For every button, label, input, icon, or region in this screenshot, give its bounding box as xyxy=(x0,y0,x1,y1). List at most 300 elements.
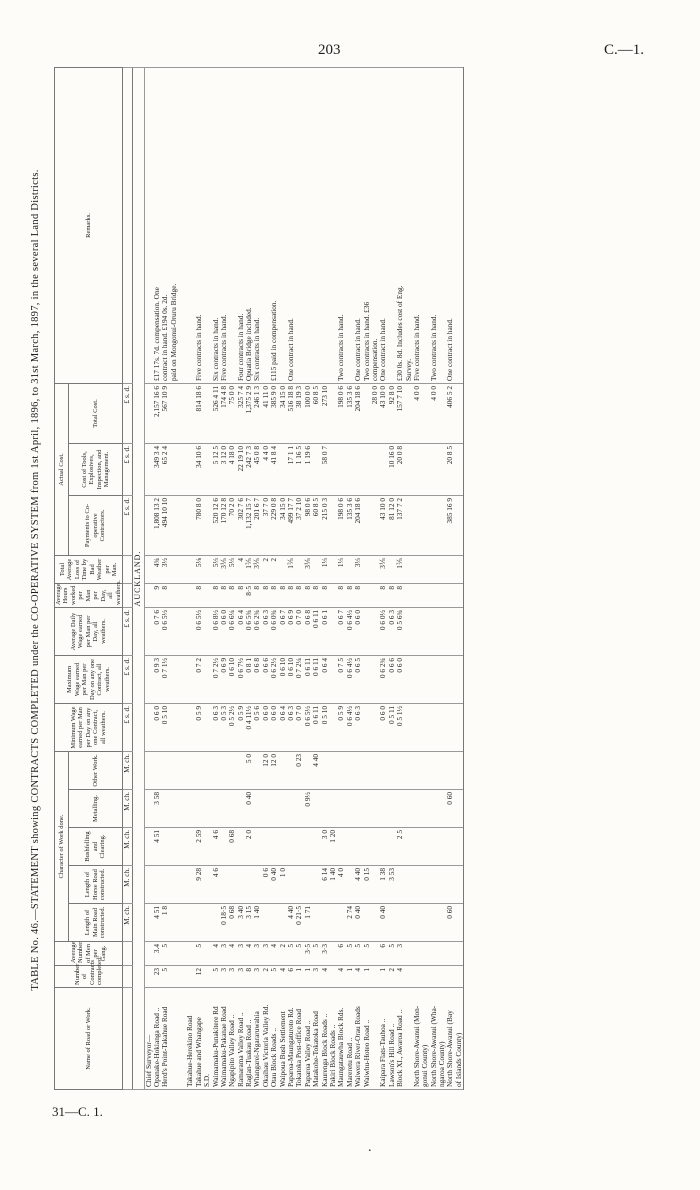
cell-metal: 0 60 xyxy=(446,790,454,828)
cell-other xyxy=(321,752,329,790)
cell-name: Ramarama Valley Road .. xyxy=(237,988,245,1090)
cell-num: 2 xyxy=(388,966,396,988)
cell-num: 3 xyxy=(220,966,228,988)
cell-tools xyxy=(363,444,371,496)
unit-remarks xyxy=(123,68,132,384)
cell-min: 0 5 10 xyxy=(161,704,169,752)
cell-tools: 5 12 5 xyxy=(212,444,220,496)
cell-men: 5 xyxy=(346,942,354,966)
cell-other xyxy=(178,752,186,790)
cell-bush: 3 0 xyxy=(321,828,329,866)
cell-other xyxy=(455,752,464,790)
cell-num: 3 xyxy=(253,966,261,988)
cell-bush xyxy=(253,828,261,866)
cell-min: 0 6 0 xyxy=(262,704,270,752)
cell-metal xyxy=(212,790,220,828)
cell-min: 0 6 4 xyxy=(279,704,287,752)
cell-total: 526 4 11 xyxy=(212,384,220,444)
cell-horse: 9 28 xyxy=(195,866,203,904)
cell-metal xyxy=(195,790,203,828)
unit-tools: £ s. d. xyxy=(123,444,132,496)
cell-bush xyxy=(405,828,413,866)
cell-pay: 81 12 0 xyxy=(388,496,396,556)
cell-hrs: 8 xyxy=(228,584,236,608)
cell-num: 3 xyxy=(228,966,236,988)
cell-rem xyxy=(304,68,312,384)
cell-name: Block XI., Awaroa Road .. xyxy=(396,988,404,1090)
cell-metal xyxy=(396,790,404,828)
cell-men: 3 xyxy=(237,942,245,966)
cell-metal xyxy=(312,790,320,828)
cell-pay: 43 10 0 xyxy=(379,496,387,556)
cell-max xyxy=(413,656,421,704)
cell-other xyxy=(337,752,345,790)
cell-horse: 1 38 xyxy=(379,866,387,904)
cell-name: Waimamaku-Pakanae Road xyxy=(220,988,228,1090)
cell-metal xyxy=(170,790,178,828)
cell-horse xyxy=(161,866,169,904)
cell-lost: 1⅖ xyxy=(396,556,404,584)
cell-max: 0 6 6 xyxy=(388,656,396,704)
cell-pay: 215 0 3 xyxy=(321,496,329,556)
cell-hrs xyxy=(413,584,421,608)
cell-avg: 0 6 0 xyxy=(354,608,362,656)
cell-hrs xyxy=(363,584,371,608)
cell-rem: Five contracts in hand. xyxy=(195,68,203,384)
cell-hrs: 8 xyxy=(195,584,203,608)
table-row xyxy=(446,68,454,1090)
cell-name: Opanake-Hokianga Road .. xyxy=(153,988,161,1090)
cell-hrs: 8·5 xyxy=(245,584,253,608)
cell-other xyxy=(195,752,203,790)
cell-max: 0 6 5 xyxy=(354,656,362,704)
cell-avg xyxy=(421,608,429,656)
cell-men: 3 xyxy=(253,942,261,966)
cell-lost: 1⅖ xyxy=(287,556,295,584)
cell-pay xyxy=(430,496,438,556)
cell-rem: £115 paid in compensation. xyxy=(270,68,278,384)
table-row xyxy=(363,68,371,1090)
table-row xyxy=(329,68,337,1090)
cell-total: 198 0 6 xyxy=(337,384,345,444)
cell-horse xyxy=(405,866,413,904)
cell-main: 0 68 xyxy=(228,904,236,942)
cell-avg xyxy=(438,608,446,656)
unit-horse: M. ch. xyxy=(123,866,132,904)
cell-avg xyxy=(405,608,413,656)
header-max-wage: Maximum Wage earned per Man per Day on any one Contract, all weathers. xyxy=(55,656,123,704)
cell-hrs: 8 xyxy=(304,584,312,608)
cell-metal xyxy=(220,790,228,828)
cell-avg xyxy=(363,608,371,656)
cell-max: 0 6 9 xyxy=(220,656,228,704)
cell-horse: 0 6 xyxy=(262,866,270,904)
cell-lost xyxy=(413,556,421,584)
cell-horse xyxy=(430,866,438,904)
cell-name: Whangarei-Ngararuwahia xyxy=(253,988,261,1090)
cell-max: 0 6 10 xyxy=(279,656,287,704)
unit-avg-wage: £ s. d. xyxy=(123,608,132,656)
cell-metal xyxy=(455,790,464,828)
cell-lost: 3⅕ xyxy=(304,556,312,584)
cell-total: 814 18 6 xyxy=(195,384,203,444)
cell-rem: Four contracts in hand. xyxy=(237,68,245,384)
unit-metal: M. ch. xyxy=(123,790,132,828)
cell-main xyxy=(413,904,421,942)
cell-metal xyxy=(363,790,371,828)
table-row xyxy=(212,68,220,1090)
cell-lost: 1⅓ xyxy=(337,556,345,584)
cell-metal: 3 58 xyxy=(153,790,161,828)
table-row xyxy=(279,68,287,1090)
cell-name: Ngapipito Valley Road .. xyxy=(228,988,236,1090)
table-row xyxy=(371,68,379,1090)
cell-pay: 37 2 10 xyxy=(295,496,303,556)
cell-metal xyxy=(421,790,429,828)
cell-main xyxy=(321,904,329,942)
cell-num: 3 xyxy=(237,966,245,988)
cell-avg: 0 6 1 xyxy=(321,608,329,656)
cell-num: 4 xyxy=(337,966,345,988)
cell-tools: 65 2 4 xyxy=(161,444,169,496)
cell-num xyxy=(421,966,429,988)
cell-pay: 520 12 6 xyxy=(212,496,220,556)
cell-name: Takahue and Whangape xyxy=(195,988,203,1090)
table-row xyxy=(304,68,312,1090)
cell-hrs: 8 xyxy=(161,584,169,608)
cell-tools: 1 19 6 xyxy=(304,444,312,496)
cell-horse xyxy=(438,866,446,904)
header-avg-wage: Average Daily Wage earned per Man per Day, all weathers. xyxy=(55,608,123,656)
cell-other xyxy=(446,752,454,790)
cell-avg xyxy=(178,608,186,656)
cell-main xyxy=(455,904,464,942)
cell-main: 3 15 xyxy=(245,904,253,942)
cell-avg: 0 6 0½ xyxy=(379,608,387,656)
header-bushfelling: Bushfelling and Clearing. xyxy=(69,828,123,866)
cell-horse: 4 40 xyxy=(354,866,362,904)
cell-name: Paparoa Valley Road .. xyxy=(304,988,312,1090)
cell-max: 0 8 1 xyxy=(245,656,253,704)
cell-max: 0 7 1½ xyxy=(161,656,169,704)
cell-pay xyxy=(413,496,421,556)
unit-other: M. ch. xyxy=(123,752,132,790)
cell-name: North Shore-Awanui (Mon- xyxy=(413,988,421,1090)
cell-max xyxy=(430,656,438,704)
cell-bush xyxy=(178,828,186,866)
cell-other xyxy=(421,752,429,790)
cell-other xyxy=(413,752,421,790)
cell-pay: 229 0 8 xyxy=(270,496,278,556)
table-row xyxy=(430,68,438,1090)
cell-pay xyxy=(178,496,186,556)
cell-main xyxy=(270,904,278,942)
cell-bush xyxy=(287,828,295,866)
cell-num: 5 xyxy=(212,966,220,988)
cell-avg: 0 6 2¾ xyxy=(253,608,261,656)
cell-men xyxy=(430,942,438,966)
cell-min xyxy=(405,704,413,752)
cell-hrs: 8 xyxy=(253,584,261,608)
cell-rem: compensation. xyxy=(371,68,379,384)
cell-max: 0 6 2¾ xyxy=(379,656,387,704)
cell-avg: 0 6 4½ xyxy=(346,608,354,656)
cell-horse: 1 40 xyxy=(329,866,337,904)
cell-name: Chief Surveyor— xyxy=(144,988,153,1090)
cell-total: 92 8 0 xyxy=(388,384,396,444)
cell-lost xyxy=(421,556,429,584)
cell-horse xyxy=(245,866,253,904)
cell-men xyxy=(438,942,446,966)
cell-horse xyxy=(228,866,236,904)
cell-min: 0 5 9 xyxy=(195,704,203,752)
table-row xyxy=(295,68,303,1090)
cell-bush xyxy=(430,828,438,866)
cell-name: Waiwhu-Hoteo Road .. xyxy=(363,988,371,1090)
cell-other xyxy=(170,752,178,790)
cell-other xyxy=(329,752,337,790)
cell-main xyxy=(396,904,404,942)
cell-hrs: 8 xyxy=(312,584,320,608)
cell-total: 385 9 0 xyxy=(270,384,278,444)
header-metalling: Metalling. xyxy=(69,790,123,828)
cell-avg: 0 6 4 xyxy=(237,608,245,656)
cell-tools xyxy=(178,444,186,496)
cell-min xyxy=(446,704,454,752)
cell-num: 5 xyxy=(161,966,169,988)
cell-men: 5 xyxy=(312,942,320,966)
cell-bush xyxy=(363,828,371,866)
cell-horse: 6 14 xyxy=(321,866,329,904)
cell-max xyxy=(438,656,446,704)
cell-main: 0 40 xyxy=(354,904,362,942)
cell-name: of Islands County) xyxy=(455,988,464,1090)
cell-total: 516 18 8 xyxy=(287,384,295,444)
cell-metal: 0 40 xyxy=(245,790,253,828)
cell-metal xyxy=(405,790,413,828)
cell-rem: Five contracts in hand. xyxy=(220,68,228,384)
cell-avg: 0 6 6¼ xyxy=(228,608,236,656)
unit-hours xyxy=(123,584,132,608)
cell-other xyxy=(279,752,287,790)
cell-metal xyxy=(203,790,211,828)
cell-pay xyxy=(363,496,371,556)
cell-tools xyxy=(371,444,379,496)
header-total-cost: Total Cost. xyxy=(69,384,123,444)
cell-tools: 41 8 4 xyxy=(270,444,278,496)
cell-horse: 4 6 xyxy=(212,866,220,904)
cell-other xyxy=(153,752,161,790)
cell-bush xyxy=(455,828,464,866)
table-row xyxy=(321,68,329,1090)
cell-horse: 3 53 xyxy=(388,866,396,904)
statement-table xyxy=(54,67,464,1090)
cell-tools: 22 19 10 xyxy=(237,444,245,496)
cell-max xyxy=(455,656,464,704)
cell-num xyxy=(455,966,464,988)
cell-min: 0 6 3 xyxy=(354,704,362,752)
cell-main: 3 40 xyxy=(237,904,245,942)
cell-main: 0 18·5 xyxy=(220,904,228,942)
header-avg-men: Average Number of Men per Gang. xyxy=(55,942,123,966)
cell-avg: 0 6 5½ xyxy=(161,608,169,656)
cell-total: 246 1 3 xyxy=(253,384,261,444)
cell-name: Maungatauwha Block Rds. xyxy=(337,988,345,1090)
cell-other xyxy=(220,752,228,790)
cell-men: 5 xyxy=(295,942,303,966)
cell-pay: 98 0 6 xyxy=(304,496,312,556)
header-min-wage: Minimum Wage earned per Man per Day on any one Contract, all weathers. xyxy=(55,704,123,752)
cell-name: Herd's Point-Takahue Road xyxy=(161,988,169,1090)
cell-men xyxy=(446,942,454,966)
cell-bush xyxy=(304,828,312,866)
cell-pay: 37 7 0 xyxy=(262,496,270,556)
cell-hrs: 8 xyxy=(262,584,270,608)
cell-rem: Opuatia Bridge included. xyxy=(245,68,253,384)
cell-tools xyxy=(337,444,345,496)
cell-min: 0 6 0 xyxy=(153,704,161,752)
cell-avg: 0 6 5½ xyxy=(195,608,203,656)
cell-metal xyxy=(279,790,287,828)
cell-max xyxy=(405,656,413,704)
table-row xyxy=(170,68,178,1090)
cell-name: North Shore-Awanui (Bay xyxy=(446,988,454,1090)
cell-total: 75 0 0 xyxy=(228,384,236,444)
cell-metal xyxy=(186,790,194,828)
cell-main xyxy=(363,904,371,942)
cell-max: 0 9 3 xyxy=(153,656,161,704)
cell-lost: 3⅕ xyxy=(253,556,261,584)
cell-other xyxy=(363,752,371,790)
cell-max xyxy=(178,656,186,704)
cell-min: 0 5 9 xyxy=(337,704,345,752)
cell-metal xyxy=(253,790,261,828)
cell-horse xyxy=(220,866,228,904)
table-row xyxy=(388,68,396,1090)
cell-men: 6 xyxy=(379,942,387,966)
cell-hrs: 8 xyxy=(237,584,245,608)
cell-min: 0 6 0 xyxy=(379,704,387,752)
cell-name: Pakiri Block Roads .. xyxy=(329,988,337,1090)
cell-rem: One contract in hand. xyxy=(287,68,295,384)
table-row xyxy=(455,68,464,1090)
cell-other xyxy=(161,752,169,790)
cell-name: Waimamaku-Punakitere Rd xyxy=(212,988,220,1090)
cell-avg: 0 6 5¾ xyxy=(245,608,253,656)
cell-pay: 70 2 0 xyxy=(228,496,236,556)
cell-lost: 2 xyxy=(262,556,270,584)
cell-hrs: 8 xyxy=(212,584,220,608)
cell-rem: £30 0s. 8d. Includes cost of Eng. xyxy=(396,68,404,384)
cell-main xyxy=(203,904,211,942)
cell-bush: 0 68 xyxy=(228,828,236,866)
cell-other xyxy=(371,752,379,790)
cell-total: 43 10 0 xyxy=(379,384,387,444)
cell-main: 1 40 xyxy=(253,904,261,942)
table-row xyxy=(287,68,295,1090)
cell-min: 0 6 3 xyxy=(287,704,295,752)
cell-total xyxy=(170,384,178,444)
cell-max: 0 6 4½ xyxy=(346,656,354,704)
cell-pay xyxy=(405,496,413,556)
cell-lost: 4 xyxy=(237,556,245,584)
cell-name: gonui County) xyxy=(421,988,429,1090)
cell-bush: 4 51 xyxy=(153,828,161,866)
cell-num: 1 xyxy=(379,966,387,988)
cell-men: 5 xyxy=(195,942,203,966)
cell-main xyxy=(405,904,413,942)
cell-name: Paparoa-Maungaturoto Rd. xyxy=(287,988,295,1090)
cell-pay: 34 15 0 xyxy=(279,496,287,556)
cell-hrs xyxy=(170,584,178,608)
cell-men: 4 xyxy=(228,942,236,966)
cell-main: 4 40 xyxy=(287,904,295,942)
cell-avg: 0 6 3 xyxy=(388,608,396,656)
cell-name: Tokatoka Post-office Road xyxy=(295,988,303,1090)
cell-min xyxy=(363,704,371,752)
cell-bush xyxy=(371,828,379,866)
cell-men: 5 xyxy=(354,942,362,966)
cell-avg: 0 6 0 xyxy=(220,608,228,656)
cell-total: 2,157 16 6 xyxy=(153,384,161,444)
cell-hrs: 8 xyxy=(346,584,354,608)
cell-bush xyxy=(170,828,178,866)
cell-rem: Five contracts in hand. xyxy=(413,68,421,384)
cell-name: Kaurenga Block Roads .. xyxy=(321,988,329,1090)
cell-other xyxy=(405,752,413,790)
cell-lost: 5⅛ xyxy=(195,556,203,584)
cell-num: 1 xyxy=(346,966,354,988)
cell-lost: 1⅖ xyxy=(245,556,253,584)
cell-num: 23 xyxy=(153,966,161,988)
cell-men: 5 xyxy=(287,942,295,966)
table-row xyxy=(245,68,253,1090)
cell-men: 5 xyxy=(161,942,169,966)
cell-rem: One contract in hand. xyxy=(446,68,454,384)
cell-tools xyxy=(329,444,337,496)
cell-tools xyxy=(170,444,178,496)
cell-name: Waiwera River-Orau Roads xyxy=(354,988,362,1090)
cell-num xyxy=(170,966,178,988)
cell-avg: 0 6 3 xyxy=(262,608,270,656)
cell-avg: 0 6 11 xyxy=(312,608,320,656)
table-row xyxy=(161,68,169,1090)
cell-total: 406 5 2 xyxy=(446,384,454,444)
cell-men xyxy=(170,942,178,966)
cell-metal xyxy=(354,790,362,828)
cell-max: 0 6 10 xyxy=(228,656,236,704)
table-row xyxy=(153,68,161,1090)
cell-total: 60 8 5 xyxy=(312,384,320,444)
cell-num: 12 xyxy=(195,966,203,988)
cell-max: 0 7 5 xyxy=(337,656,345,704)
cell-pay xyxy=(421,496,429,556)
cell-total: 41 11 0 xyxy=(262,384,270,444)
unit-max-wage: £ s. d. xyxy=(123,656,132,704)
table-row xyxy=(405,68,413,1090)
unit-bush: M. ch. xyxy=(123,828,132,866)
cell-other xyxy=(430,752,438,790)
cell-other: 5 0 xyxy=(245,752,253,790)
cell-other: 0 23 xyxy=(295,752,303,790)
cell-name: Takahue-Herekino Road xyxy=(186,988,194,1090)
table-row xyxy=(346,68,354,1090)
cell-min xyxy=(438,704,446,752)
cell-min: 0 4 11½ xyxy=(245,704,253,752)
cell-avg: 0 6 8 xyxy=(304,608,312,656)
table-row xyxy=(220,68,228,1090)
cell-total: 100 0 0 xyxy=(304,384,312,444)
